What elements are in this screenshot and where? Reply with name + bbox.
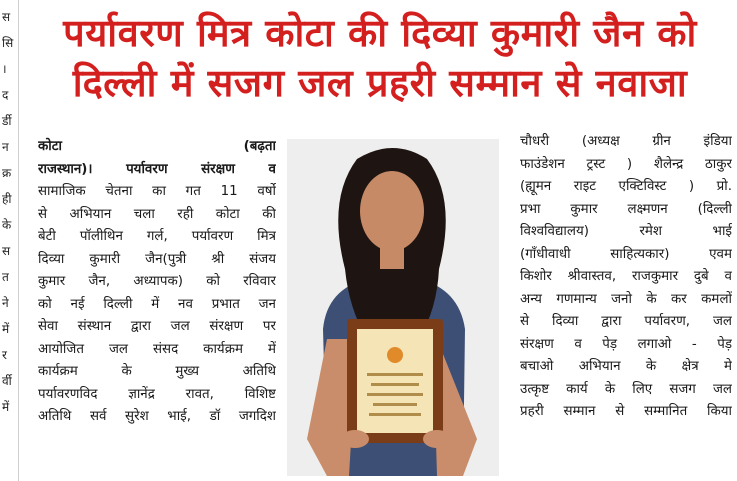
- article-line: कोटा (बढ़ता: [38, 139, 276, 154]
- strip-fragment: सि: [2, 36, 14, 50]
- strip-fragment: ने: [2, 296, 9, 310]
- strip-fragment: र्वी: [2, 374, 12, 388]
- article-line: से अभियान चला रही कोटा की: [38, 206, 276, 222]
- plaque-text-mark: [367, 373, 423, 376]
- strip-fragment: क्र: [2, 166, 12, 180]
- article-line: कुमार जैन, अध्यापक) को रविवार: [38, 274, 276, 289]
- strip-fragment: में: [2, 322, 10, 336]
- article-left-column: [38, 136, 276, 429]
- headline-line-1: पर्यावरण मित्र कोटा की दिव्या कुमारी जैन को: [63, 11, 697, 55]
- article-line: दिव्या कुमारी जैन(पुत्री श्री संजय: [38, 251, 276, 267]
- adjacent-column-fragment: [0, 0, 19, 481]
- article-line: पर्यावरणविद ज्ञानेंद्र रावत, विशिष्ट: [38, 386, 276, 402]
- strip-fragment: ।: [2, 62, 7, 76]
- strip-fragment: ही: [2, 192, 12, 206]
- news-photo: [287, 139, 499, 476]
- article-line: प्रभा कुमार लक्ष्मणन (दिल्ली: [520, 201, 732, 217]
- article-right-column: [520, 131, 732, 424]
- photo-illustration: [287, 139, 499, 476]
- plaque-text-mark: [371, 383, 419, 386]
- article-line: बेटी पॉलीथिन गर्ल, पर्यावरण मित्र: [38, 229, 276, 244]
- article-line: सेवा संस्थान द्वारा जल संरक्षण पर: [38, 319, 276, 334]
- article-line: चौधरी (अध्यक्ष ग्रीन इंडिया: [520, 134, 732, 149]
- article-line: से दिव्या द्वारा पर्यावरण, जल: [520, 314, 732, 329]
- strip-fragment: र्डी: [2, 114, 12, 128]
- headline: [30, 8, 730, 108]
- article-line: सामाजिक चेतना का गत 11 वर्षो: [38, 184, 276, 199]
- article-line: आयोजित जल संसद कार्यक्रम में: [38, 341, 276, 357]
- strip-fragment: त: [2, 270, 9, 284]
- article-line: संरक्षण व पेड़ लगाओ - पेड़: [520, 336, 732, 352]
- plaque-text-mark: [367, 393, 423, 396]
- article-line: प्रहरी सम्मान से सम्मानित किया: [520, 404, 732, 419]
- article-line: अतिथि सर्व सुरेश भाई, डॉ जगदिश: [38, 409, 276, 424]
- article-line: बचाओ अभियान के क्षेत्र मे: [520, 359, 732, 374]
- face-shape: [360, 171, 424, 251]
- award-emblem: [387, 347, 403, 363]
- strip-fragment: स: [2, 10, 11, 24]
- article-line: किशोर श्रीवास्तव, राजकुमार दुबे व: [520, 269, 732, 284]
- article-line: उत्कृष्ट कार्य के लिए सजग जल: [520, 381, 732, 397]
- article-line: (ह्यूमन राइट एक्टिविस्ट ) प्रो.: [520, 179, 732, 194]
- plaque-text-mark: [369, 413, 421, 416]
- strip-fragment: न: [2, 140, 9, 154]
- strip-fragment: स: [2, 244, 11, 258]
- article-line: को नई दिल्ली में नव प्रभात जन: [38, 296, 276, 312]
- strip-fragment: द: [2, 88, 9, 102]
- strip-fragment: र: [2, 348, 7, 362]
- headline-line-2: दिल्ली में सजग जल प्रहरी सम्मान से नवाजा: [72, 61, 688, 105]
- right-hand: [423, 430, 451, 448]
- article-line: कार्यक्रम के मुख्य अतिथि: [38, 364, 276, 379]
- article-line: राजस्थान)। पर्यावरण संरक्षण व: [38, 161, 276, 177]
- neck-shape: [380, 247, 404, 269]
- article-line: विश्वविद्यालय) रमेश भाई: [520, 224, 732, 239]
- article-line: अन्य गणमान्य जनो के कर कमलों: [520, 291, 732, 307]
- award-plaque-panel: [357, 329, 433, 433]
- left-hand: [341, 430, 369, 448]
- strip-fragment: के: [2, 218, 12, 232]
- strip-fragment: में: [2, 400, 10, 414]
- plaque-text-mark: [373, 403, 417, 406]
- article-line: (गाँधीवाधी साहित्यकार) एवम: [520, 246, 732, 262]
- article-line: फाउंडेशन ट्रस्ट ) शैलेन्द्र ठाकुर: [520, 156, 732, 172]
